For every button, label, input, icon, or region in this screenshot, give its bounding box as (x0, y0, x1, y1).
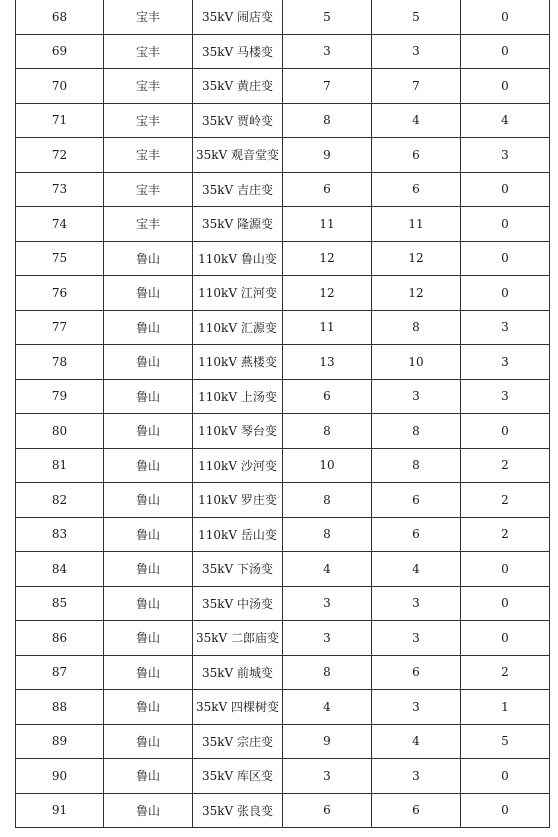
area-cell: 鲁山 (104, 759, 193, 794)
value-cell-3: 0 (461, 759, 550, 794)
table-body (16, 0, 550, 828)
row-number-cell: 72 (16, 138, 104, 173)
row-number-cell: 84 (16, 552, 104, 587)
table-row (16, 621, 550, 656)
value-cell-2: 12 (372, 276, 461, 311)
row-number-cell: 77 (16, 310, 104, 345)
value-cell-2: 11 (372, 207, 461, 242)
row-number-cell: 89 (16, 724, 104, 759)
substation-name-cell: 35kV 下汤变 (193, 552, 283, 587)
table-row (16, 517, 550, 552)
value-cell-2: 3 (372, 379, 461, 414)
substation-name-cell: 35kV 二郎庙变 (193, 621, 283, 656)
value-cell-2: 5 (372, 0, 461, 34)
area-cell: 鲁山 (104, 345, 193, 380)
row-number-cell: 91 (16, 793, 104, 828)
substation-name-cell: 110kV 岳山变 (193, 517, 283, 552)
value-cell-3: 0 (461, 69, 550, 104)
row-number-cell: 75 (16, 241, 104, 276)
table-row (16, 207, 550, 242)
value-cell-3: 0 (461, 207, 550, 242)
value-cell-1: 3 (283, 621, 372, 656)
value-cell-2: 3 (372, 34, 461, 69)
table-row (16, 586, 550, 621)
row-number-cell: 87 (16, 655, 104, 690)
value-cell-2: 6 (372, 138, 461, 173)
value-cell-2: 3 (372, 690, 461, 725)
value-cell-3: 2 (461, 517, 550, 552)
substation-name-cell: 110kV 上汤变 (193, 379, 283, 414)
row-number-cell: 79 (16, 379, 104, 414)
value-cell-1: 11 (283, 310, 372, 345)
row-number-cell: 70 (16, 69, 104, 104)
table-row (16, 448, 550, 483)
substation-name-cell: 35kV 闹店变 (193, 0, 283, 34)
substation-name-cell: 110kV 燕楼变 (193, 345, 283, 380)
table-row (16, 0, 550, 34)
area-cell: 鲁山 (104, 310, 193, 345)
area-cell: 鲁山 (104, 621, 193, 656)
substation-name-cell: 35kV 宗庄变 (193, 724, 283, 759)
area-cell: 鲁山 (104, 379, 193, 414)
table-row (16, 379, 550, 414)
area-cell: 宝丰 (104, 34, 193, 69)
value-cell-1: 5 (283, 0, 372, 34)
value-cell-2: 3 (372, 759, 461, 794)
value-cell-3: 0 (461, 241, 550, 276)
table-row (16, 655, 550, 690)
value-cell-3: 0 (461, 0, 550, 34)
area-cell: 鲁山 (104, 724, 193, 759)
value-cell-3: 0 (461, 793, 550, 828)
row-number-cell: 86 (16, 621, 104, 656)
substation-name-cell: 110kV 鲁山变 (193, 241, 283, 276)
value-cell-1: 3 (283, 586, 372, 621)
value-cell-2: 8 (372, 448, 461, 483)
substation-name-cell: 110kV 琴台变 (193, 414, 283, 449)
value-cell-1: 12 (283, 241, 372, 276)
area-cell: 鲁山 (104, 690, 193, 725)
substation-name-cell: 35kV 库区变 (193, 759, 283, 794)
table-row (16, 172, 550, 207)
value-cell-1: 8 (283, 414, 372, 449)
substation-name-cell: 110kV 罗庄变 (193, 483, 283, 518)
table-row (16, 552, 550, 587)
row-number-cell: 76 (16, 276, 104, 311)
value-cell-1: 3 (283, 34, 372, 69)
value-cell-2: 4 (372, 724, 461, 759)
value-cell-1: 9 (283, 724, 372, 759)
table-row (16, 724, 550, 759)
table-row (16, 34, 550, 69)
row-number-cell: 69 (16, 34, 104, 69)
value-cell-3: 2 (461, 655, 550, 690)
row-number-cell: 83 (16, 517, 104, 552)
area-cell: 宝丰 (104, 207, 193, 242)
value-cell-2: 10 (372, 345, 461, 380)
value-cell-1: 9 (283, 138, 372, 173)
value-cell-1: 8 (283, 517, 372, 552)
value-cell-1: 12 (283, 276, 372, 311)
substation-name-cell: 110kV 沙河变 (193, 448, 283, 483)
table-row (16, 793, 550, 828)
value-cell-2: 8 (372, 310, 461, 345)
value-cell-3: 5 (461, 724, 550, 759)
area-cell: 宝丰 (104, 172, 193, 207)
value-cell-3: 3 (461, 379, 550, 414)
substation-name-cell: 35kV 前城变 (193, 655, 283, 690)
area-cell: 鲁山 (104, 793, 193, 828)
value-cell-1: 6 (283, 379, 372, 414)
value-cell-2: 7 (372, 69, 461, 104)
value-cell-3: 0 (461, 34, 550, 69)
table-row (16, 345, 550, 380)
substation-name-cell: 35kV 观音堂变 (193, 138, 283, 173)
value-cell-1: 8 (283, 103, 372, 138)
area-cell: 鲁山 (104, 655, 193, 690)
area-cell: 宝丰 (104, 0, 193, 34)
value-cell-3: 0 (461, 586, 550, 621)
area-cell: 宝丰 (104, 103, 193, 138)
substation-table (15, 0, 550, 828)
value-cell-1: 8 (283, 483, 372, 518)
value-cell-1: 6 (283, 172, 372, 207)
value-cell-3: 2 (461, 448, 550, 483)
table-row (16, 414, 550, 449)
value-cell-2: 8 (372, 414, 461, 449)
substation-name-cell: 35kV 四棵树变 (193, 690, 283, 725)
substation-name-cell: 35kV 马楼变 (193, 34, 283, 69)
table-row (16, 310, 550, 345)
row-number-cell: 80 (16, 414, 104, 449)
row-number-cell: 81 (16, 448, 104, 483)
value-cell-3: 1 (461, 690, 550, 725)
value-cell-2: 6 (372, 483, 461, 518)
value-cell-1: 10 (283, 448, 372, 483)
value-cell-3: 0 (461, 621, 550, 656)
value-cell-2: 3 (372, 586, 461, 621)
row-number-cell: 90 (16, 759, 104, 794)
table-row (16, 138, 550, 173)
value-cell-2: 6 (372, 655, 461, 690)
area-cell: 鲁山 (104, 586, 193, 621)
value-cell-3: 2 (461, 483, 550, 518)
table-row (16, 690, 550, 725)
substation-name-cell: 35kV 张良变 (193, 793, 283, 828)
area-cell: 鲁山 (104, 483, 193, 518)
value-cell-3: 3 (461, 310, 550, 345)
value-cell-2: 3 (372, 621, 461, 656)
value-cell-2: 4 (372, 103, 461, 138)
row-number-cell: 78 (16, 345, 104, 380)
substation-name-cell: 35kV 中汤变 (193, 586, 283, 621)
value-cell-3: 3 (461, 138, 550, 173)
value-cell-1: 13 (283, 345, 372, 380)
table-row (16, 69, 550, 104)
value-cell-3: 0 (461, 276, 550, 311)
row-number-cell: 88 (16, 690, 104, 725)
table-row (16, 276, 550, 311)
area-cell: 鲁山 (104, 414, 193, 449)
area-cell: 鲁山 (104, 552, 193, 587)
substation-name-cell: 35kV 隆源变 (193, 207, 283, 242)
row-number-cell: 73 (16, 172, 104, 207)
value-cell-1: 7 (283, 69, 372, 104)
value-cell-2: 6 (372, 172, 461, 207)
table-row (16, 483, 550, 518)
value-cell-2: 6 (372, 517, 461, 552)
area-cell: 宝丰 (104, 138, 193, 173)
row-number-cell: 82 (16, 483, 104, 518)
area-cell: 鲁山 (104, 276, 193, 311)
value-cell-3: 0 (461, 414, 550, 449)
row-number-cell: 85 (16, 586, 104, 621)
substation-name-cell: 35kV 黄庄变 (193, 69, 283, 104)
value-cell-1: 3 (283, 759, 372, 794)
row-number-cell: 71 (16, 103, 104, 138)
value-cell-2: 4 (372, 552, 461, 587)
value-cell-3: 3 (461, 345, 550, 380)
substation-name-cell: 35kV 贾岭变 (193, 103, 283, 138)
value-cell-3: 4 (461, 103, 550, 138)
value-cell-1: 4 (283, 552, 372, 587)
value-cell-3: 0 (461, 552, 550, 587)
row-number-cell: 74 (16, 207, 104, 242)
value-cell-1: 8 (283, 655, 372, 690)
substation-name-cell: 35kV 吉庄变 (193, 172, 283, 207)
substation-name-cell: 110kV 江河变 (193, 276, 283, 311)
value-cell-1: 4 (283, 690, 372, 725)
area-cell: 鲁山 (104, 448, 193, 483)
area-cell: 鲁山 (104, 517, 193, 552)
substation-name-cell: 110kV 汇源变 (193, 310, 283, 345)
table-row (16, 241, 550, 276)
value-cell-3: 0 (461, 172, 550, 207)
row-number-cell: 68 (16, 0, 104, 34)
table-row (16, 759, 550, 794)
value-cell-1: 11 (283, 207, 372, 242)
data-table-container (15, 0, 550, 828)
area-cell: 鲁山 (104, 241, 193, 276)
value-cell-2: 6 (372, 793, 461, 828)
value-cell-2: 12 (372, 241, 461, 276)
value-cell-1: 6 (283, 793, 372, 828)
table-row (16, 103, 550, 138)
area-cell: 宝丰 (104, 69, 193, 104)
